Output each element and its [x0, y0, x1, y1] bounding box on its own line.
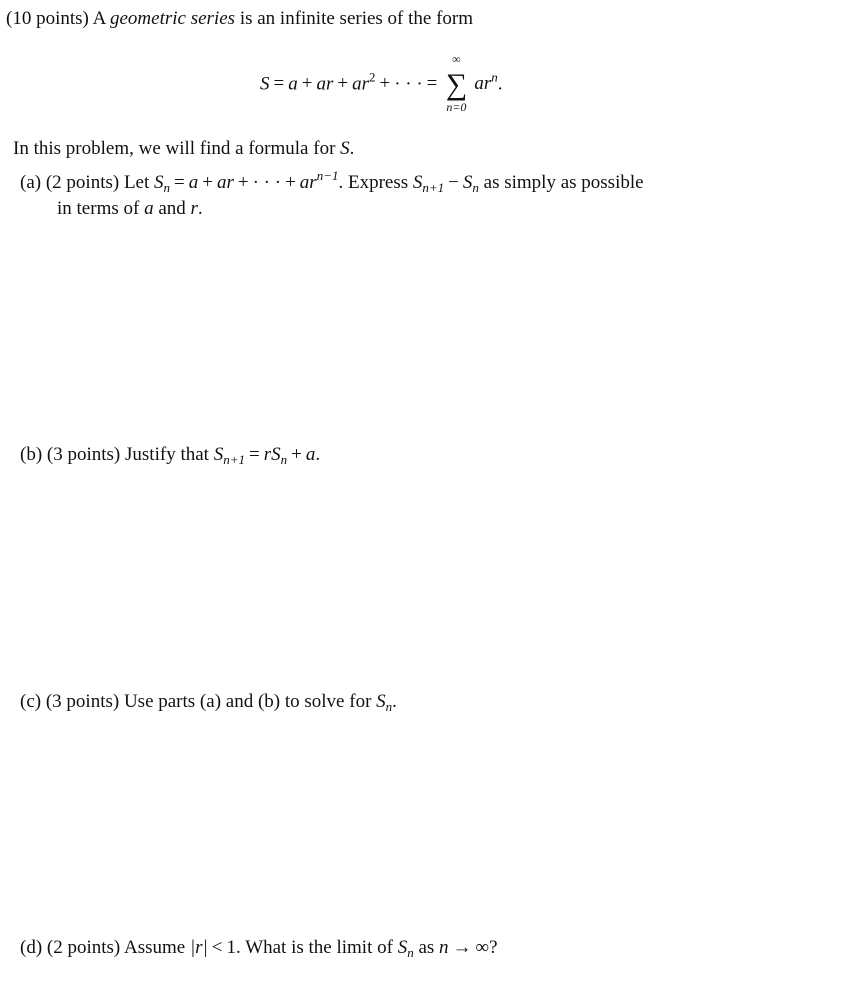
eq-equals-2: = [426, 73, 438, 95]
part-a-points: (2 points) [45, 172, 120, 193]
part-a-S3-sub: n [472, 180, 479, 195]
part-a-var-a: a [144, 198, 154, 219]
total-points: (10 points) [6, 8, 89, 29]
part-a-S3: S [462, 172, 473, 193]
part-d-one: 1. [226, 937, 241, 958]
problem-statement [13, 136, 354, 162]
part-d-assume: Assume [123, 937, 186, 958]
part-b-label: (b) [20, 444, 43, 465]
part-a-and: and [158, 198, 186, 219]
part-b-S1-sub: n+1 [223, 452, 245, 467]
part-a-S2-sub: n+1 [422, 180, 445, 195]
part-b-a: a [305, 444, 316, 465]
statement-var: S [340, 138, 350, 159]
series-equation [260, 52, 503, 114]
part-a-var-r: r [190, 198, 198, 219]
part-c-S: S [376, 691, 386, 712]
part-a-rest-2: in terms of [57, 198, 140, 219]
summand: ar [474, 73, 492, 95]
part-b-eq: = [248, 444, 260, 465]
eq-ellipsis: · · · [394, 73, 423, 95]
geometric-series-term: geometric series [110, 8, 236, 29]
part-d-as: as [418, 937, 435, 958]
part-d-qmark: ? [489, 937, 498, 958]
part-b-end: . [315, 444, 321, 465]
eq-period: . [497, 73, 503, 95]
part-a-plus-3: + [285, 172, 296, 193]
part-a-period: . [338, 172, 344, 193]
statement-end: . [349, 138, 355, 159]
summand-exponent: n [491, 69, 498, 85]
eq-term-1: a [288, 73, 298, 95]
part-a-express: Express [347, 172, 409, 193]
eq-term-3: ar [352, 73, 369, 95]
part-b [20, 442, 320, 468]
part-a-last-term: ar [299, 172, 317, 193]
part-a-continuation [57, 196, 203, 222]
part-d-n: n [439, 937, 449, 958]
part-b-points: (3 points) [46, 444, 121, 465]
part-a-last-exp: n−1 [316, 168, 339, 183]
part-a-plus-1: + [202, 172, 213, 193]
part-d-S: S [397, 937, 408, 958]
summation [441, 52, 471, 114]
part-d-S-sub: n [407, 945, 414, 960]
part-a-rest-1: as simply as possible [483, 172, 644, 193]
part-b-plus: + [291, 444, 302, 465]
part-c-points: (3 points) [45, 691, 120, 712]
part-a-minus: − [448, 172, 459, 193]
intro-text-after: is an infinite series of the form [239, 8, 474, 29]
part-d-abs-r: |r| [189, 937, 208, 958]
part-b-rS: rS [263, 444, 281, 465]
part-d-arrow: → [452, 937, 472, 958]
part-d-lt: < [211, 937, 223, 958]
eq-equals: = [273, 73, 285, 95]
part-b-text: Justify that [125, 444, 209, 465]
part-c-end: . [392, 691, 397, 712]
part-a-S-sub: n [163, 180, 171, 195]
part-a-label: (a) [20, 172, 42, 193]
eq-term-2: ar [316, 73, 334, 95]
eq-term-3-exponent: 2 [368, 69, 376, 85]
part-c-S-sub: n [385, 699, 393, 714]
part-a-let: Let [123, 172, 150, 193]
part-d-label: (d) [20, 937, 43, 958]
part-c [20, 689, 397, 715]
part-a-ar: ar [216, 172, 234, 193]
part-d [20, 935, 498, 961]
sum-lower-limit: n=0 [446, 100, 467, 114]
part-d-infinity: ∞ [475, 937, 490, 958]
part-a [20, 170, 644, 196]
sum-upper-limit: ∞ [452, 52, 461, 66]
part-b-S1: S [213, 444, 224, 465]
part-b-rS-sub: n [280, 452, 288, 467]
part-a-eq: = [174, 172, 185, 193]
intro-text-before: A [92, 8, 106, 29]
part-c-text: Use parts (a) and (b) to solve for [123, 691, 372, 712]
problem-intro [6, 6, 473, 32]
part-a-end: . [197, 198, 203, 219]
eq-plus-2: + [337, 73, 349, 95]
part-a-S2: S [412, 172, 423, 193]
eq-lhs: S [260, 73, 270, 95]
part-a-a: a [188, 172, 199, 193]
part-a-S: S [154, 172, 164, 193]
eq-plus-3: + [379, 73, 391, 95]
part-a-plus-2: + [237, 172, 249, 193]
statement-text: In this problem, we will find a formula for [13, 138, 336, 159]
part-c-label: (c) [20, 691, 42, 712]
part-d-question: What is the limit of [245, 937, 393, 958]
sigma-symbol: ∑ [445, 68, 468, 101]
part-d-points: (2 points) [46, 937, 121, 958]
part-a-dots: · · · [252, 172, 282, 193]
eq-plus-1: + [301, 73, 313, 95]
